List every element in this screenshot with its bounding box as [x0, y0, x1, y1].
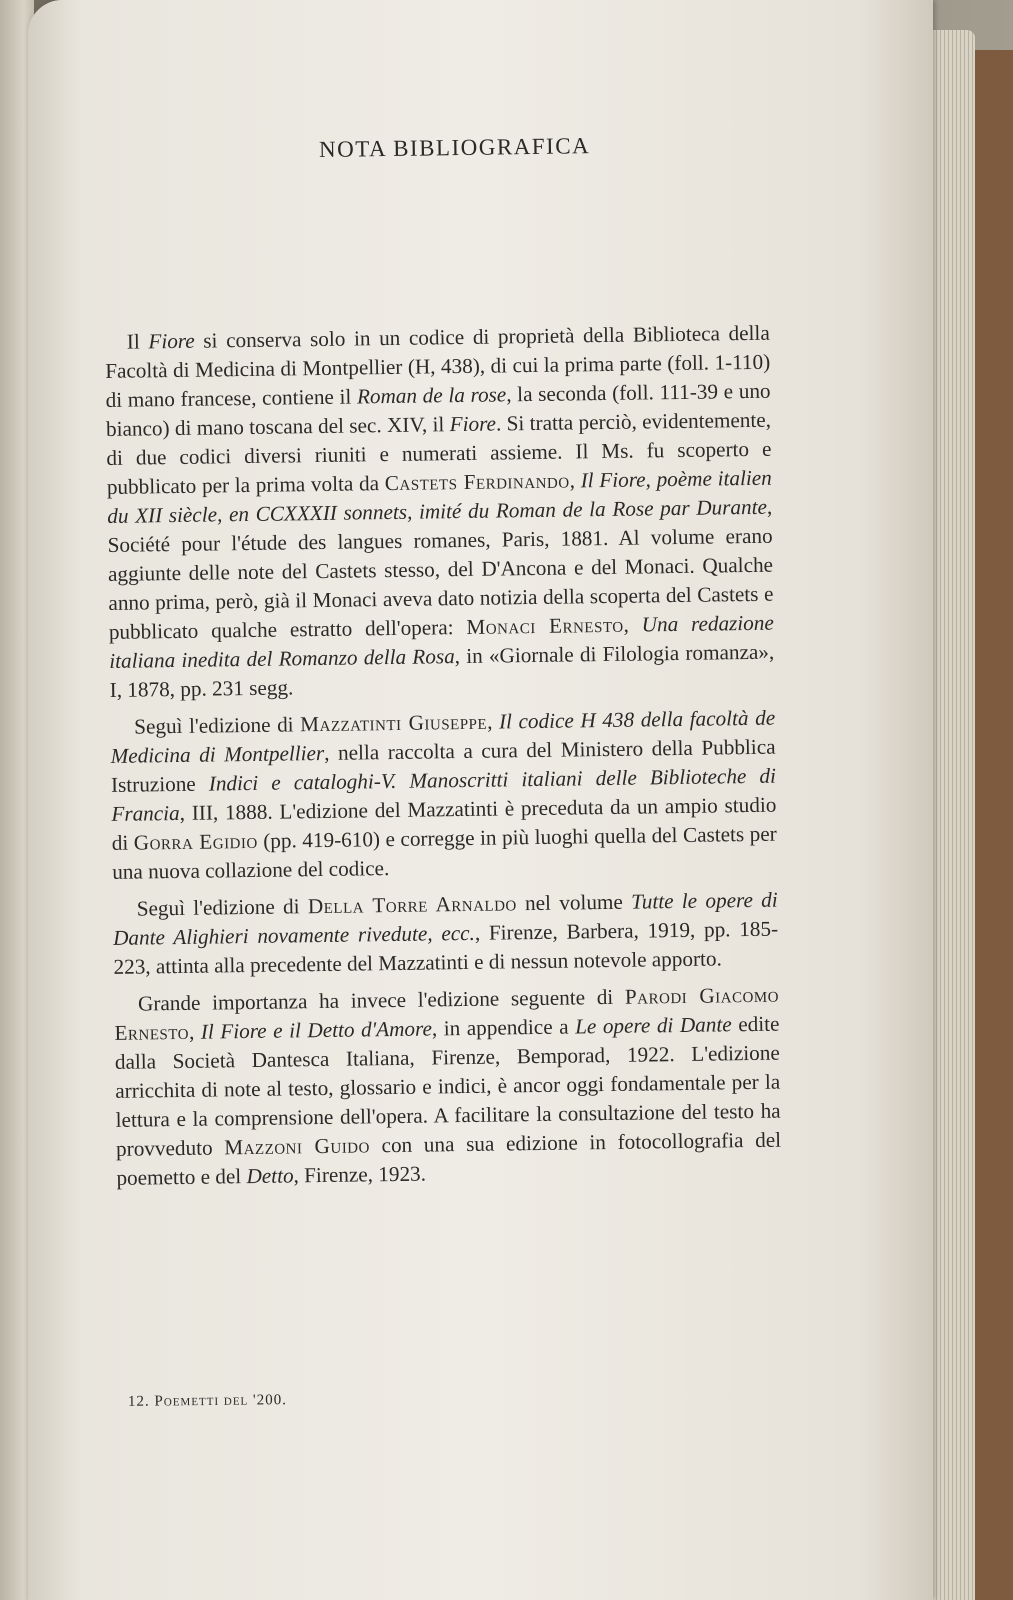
text-span: , [569, 468, 581, 493]
text-span: con una sua edizione in fotocollografia del poemetto e del [116, 1127, 782, 1190]
text-span: Grande importanza ha invece l'edizione seguente di [137, 984, 626, 1016]
italic-span: Il Fiore e il Detto d'Amore [200, 1016, 433, 1044]
text-span: Seguì l'edizione di [134, 712, 301, 739]
text-span: si conserva solo in un codice di proprietà della Biblioteca della Facoltà di Medicina di Montpellier (H, 438), di cui la prima parte (foll. 1-110) di mano francese, contiene il [105, 320, 771, 412]
text-span: nel volume [516, 889, 632, 916]
text-span: , Firenze, Barbera, 1919, pp. 185-223, attinta alla precedente del Mazzatinti e di nessun notevole apporto. [113, 916, 779, 979]
text-span: (pp. 419-610) e corregge in più luoghi quella del Castets per una nuova collazione del codice. [112, 821, 777, 884]
text-span: , III, 1888. L'edizione del Mazzatinti è preceduta da un ampio studio di [111, 792, 777, 855]
author-name: Monaci Ernesto [466, 612, 624, 639]
text-span: , in appendice a [431, 1014, 576, 1041]
paragraph-4 [114, 981, 782, 1193]
page-footer: 12. Poemetti del '200. [127, 1392, 288, 1410]
italic-span: Il codice H 438 della facoltà de Medicina di Montpellier [110, 705, 776, 768]
italic-span: Una redazione italiana inedita del Romanzo della Rosa [109, 610, 774, 673]
italic-span: Roman de la rose [356, 382, 507, 409]
text-span: edite dalla Società Dantesca Italiana, Firenze, Bemporad, 1922. L'edizione arricchita di note al testo, glossario e indici, è ancor oggi fondamentale per la lettura e la comprensione dell'opera. A facilitare la consultazione del testo ha provveduto [114, 1011, 781, 1161]
text-span: , [486, 709, 500, 734]
book-page [28, 0, 933, 1600]
text-span: , [188, 1019, 202, 1044]
italic-span: Detto [246, 1163, 294, 1189]
author-name: Mazzatinti Giuseppe [300, 709, 488, 737]
paragraph-1 [105, 319, 775, 705]
text-span: , Firenze, 1923. [293, 1161, 427, 1188]
author-name: Mazzoni Guido [224, 1133, 371, 1160]
author-name: Gorra Egidio [133, 828, 258, 855]
paragraph-3 [113, 886, 779, 982]
text-span: . Si tratta perciò, evidentemente, di due codici diversi riuniti e numerati assieme. Il Ms. fu scoperto e pubblicato per la prima volta da [106, 407, 772, 499]
text-span: , la seconda (foll. 111-39 e uno bianco) di mano toscana del sec. XIV, il [105, 378, 771, 441]
page-content [102, 131, 782, 1201]
italic-span: Indici e cataloghi-V. Manoscritti italiani delle Biblioteche di Francia [111, 763, 777, 826]
author-name: Della Torre Arnaldo [307, 891, 517, 919]
italic-span: Il Fiore, poème italien du XII siècle, en CCXXXII sonnets, imité du Roman de la Rose par Durante [107, 465, 772, 528]
italic-span: Tutte le opere di Dante Alighieri novamente rivedute, ecc. [112, 887, 778, 950]
text-span: , nella raccolta a cura del Ministero della Pubblica Istruzione [110, 734, 776, 797]
italic-span: Fiore [148, 328, 195, 354]
italic-span: Fiore [449, 411, 497, 437]
text-span: , [623, 612, 642, 637]
author-name: Castets Ferdinando [384, 468, 570, 496]
text-span: Seguì l'edizione di [136, 894, 309, 921]
text-span: Il [126, 329, 149, 354]
page-title: NOTA BIBLIOGRAFICA [318, 133, 591, 162]
italic-span: Le opere di Dante [574, 1012, 732, 1039]
paragraph-2 [110, 704, 777, 887]
text-span: , Société pour l'étude des langues romanes, Paris, 1881. Al volume erano aggiunte delle note del Castets stesso, del D'Ancona e del Monaci. Qualche anno prima, però, già il Monaci aveva dato notizia della scoperta del Castets e pubblicato qualche estratto dell'opera: [107, 494, 774, 644]
author-name: Parodi Giacomo Ernesto [114, 982, 780, 1045]
text-span: , in «Giornale di Filologia romanza», I, 1878, pp. 231 segg. [109, 639, 775, 702]
